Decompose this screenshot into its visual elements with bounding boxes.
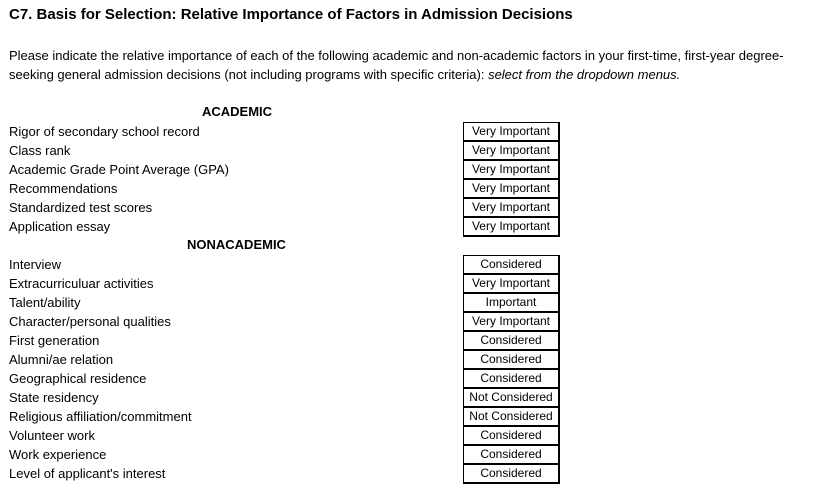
importance-dropdown[interactable]: Very Important xyxy=(463,122,560,142)
factor-label: Academic Grade Point Average (GPA) xyxy=(9,162,229,177)
importance-dropdown[interactable]: Considered xyxy=(463,369,560,389)
factor-label: First generation xyxy=(9,333,100,348)
importance-dropdown[interactable]: Very Important xyxy=(463,312,560,332)
factor-label: Standardized test scores xyxy=(9,200,153,215)
importance-dropdown[interactable]: Considered xyxy=(463,445,560,465)
factor-label: Interview xyxy=(9,257,62,272)
factor-label: Work experience xyxy=(9,447,107,462)
importance-dropdown[interactable]: Very Important xyxy=(463,160,560,180)
factor-label: State residency xyxy=(9,390,99,405)
importance-dropdown[interactable]: Very Important xyxy=(463,217,560,237)
importance-dropdown[interactable]: Considered xyxy=(463,331,560,351)
factor-label: Extracurriculuar activities xyxy=(9,276,154,291)
importance-dropdown[interactable]: Very Important xyxy=(463,274,560,294)
factor-label: Application essay xyxy=(9,219,111,234)
importance-dropdown[interactable]: Not Considered xyxy=(463,388,560,408)
importance-dropdown[interactable]: Very Important xyxy=(463,141,560,161)
section-heading-nonacademic: NONACADEMIC xyxy=(187,237,286,252)
importance-dropdown[interactable]: Very Important xyxy=(463,198,560,218)
page-title: C7. Basis for Selection: Relative Importance of Factors in Admission Decisions xyxy=(9,6,573,23)
factor-label: Volunteer work xyxy=(9,428,95,443)
instructions-italic: select from the dropdown menus. xyxy=(488,67,681,82)
importance-dropdown[interactable]: Considered xyxy=(463,464,560,484)
factor-label: Alumni/ae relation xyxy=(9,352,114,367)
instructions-text: Please indicate the relative importance of each of the following academic and non-academic factors in your first-time, first-year degree-seeking general admission decisions (not including programs with specific criteria): xyxy=(9,48,784,82)
factor-label: Religious affiliation/commitment xyxy=(9,409,192,424)
factor-label: Character/personal qualities xyxy=(9,314,171,329)
importance-dropdown[interactable]: Very Important xyxy=(463,179,560,199)
importance-dropdown[interactable]: Considered xyxy=(463,350,560,370)
section-heading-academic: ACADEMIC xyxy=(202,104,273,119)
importance-dropdown[interactable]: Considered xyxy=(463,426,560,446)
factor-label: Talent/ability xyxy=(9,295,81,310)
factor-label: Class rank xyxy=(9,143,71,158)
factor-label: Geographical residence xyxy=(9,371,147,386)
factor-label: Rigor of secondary school record xyxy=(9,124,200,139)
importance-dropdown[interactable]: Considered xyxy=(463,255,560,275)
importance-dropdown[interactable]: Not Considered xyxy=(463,407,560,427)
factor-label: Level of applicant's interest xyxy=(9,466,166,481)
factor-label: Recommendations xyxy=(9,181,118,196)
importance-dropdown[interactable]: Important xyxy=(463,293,560,313)
instructions xyxy=(9,46,814,84)
